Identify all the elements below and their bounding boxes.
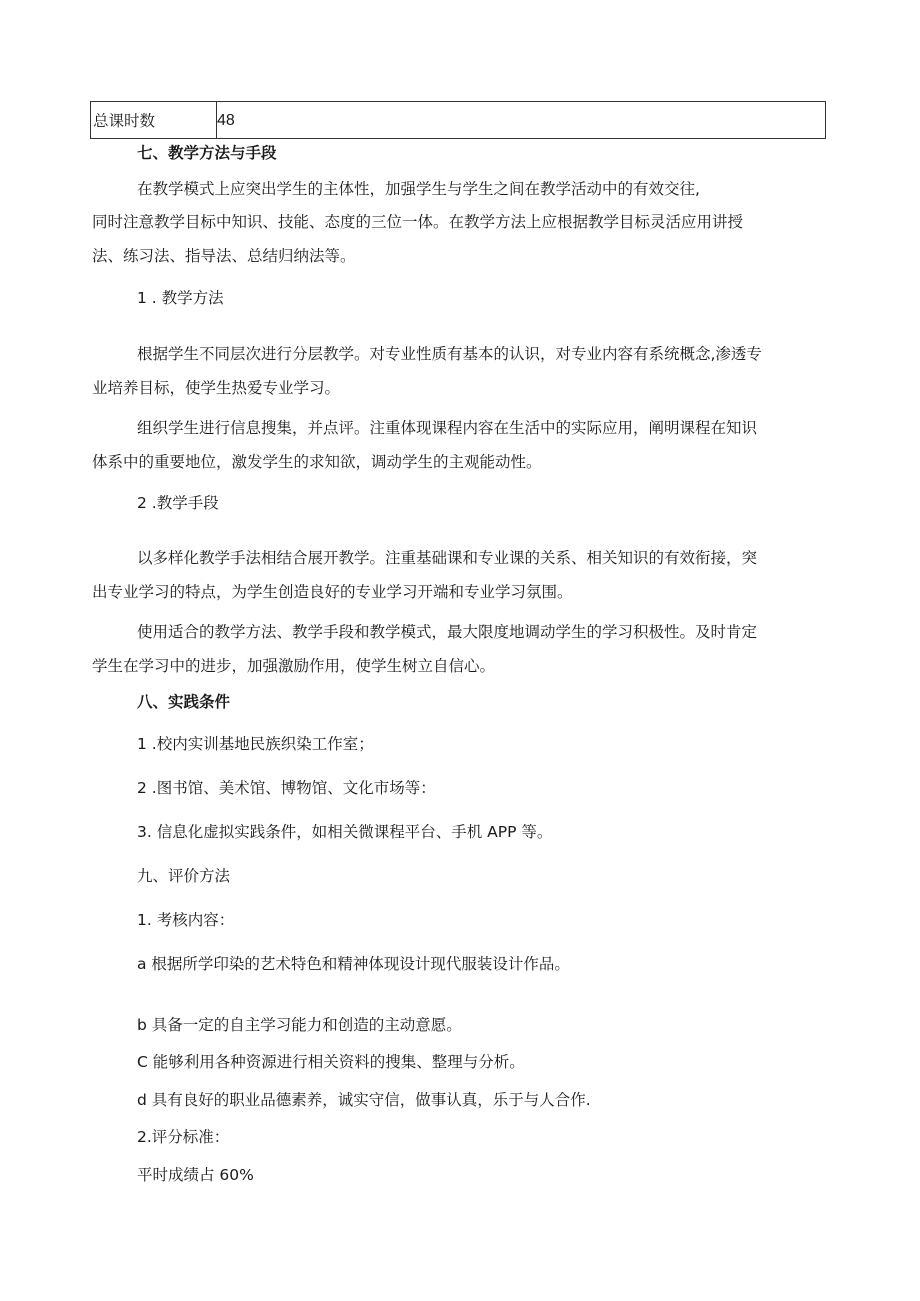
section7-intro-line2: 同时注意教学目标中知识、技能、态度的三位一体。在教学方法上应根据教学目标灵活应用讲授 <box>92 213 744 231</box>
section9-heading: 九、评价方法 <box>137 867 231 885</box>
section7-intro-line1: 在教学模式上应突出学生的主体性，加强学生与学生之间在教学活动中的有效交往, <box>137 180 700 198</box>
assessment-item-c: C 能够利用各种资源进行相关资料的搜集、整理与分析。 <box>137 1053 525 1071</box>
practice-item-1: 1 .校内实训基地民族织染工作室； <box>137 735 374 753</box>
means-p1-line1: 以多样化教学手法相结合展开教学。注重基础课和专业课的关系、相关知识的有效衔接，突 <box>137 549 758 567</box>
grading-standard-title: 2.评分标准： <box>137 1128 230 1146</box>
means-title: 2 .教学手段 <box>137 494 219 512</box>
means-p2-line2: 学生在学习中的进步，加强激励作用，使学生树立自信心。 <box>92 657 496 675</box>
grading-standard-item: 平时成绩占 60% <box>137 1166 254 1184</box>
method-title: 1 . 教学方法 <box>137 289 224 307</box>
class-hours-label: 总课时数 <box>91 102 217 138</box>
method-p2-line2: 体系中的重要地位，激发学生的求知欲，调动学生的主观能动性。 <box>92 453 542 471</box>
means-p2-line1: 使用适合的教学方法、教学手段和教学模式，最大限度地调动学生的学习积极性。及时肯定 <box>137 623 758 641</box>
method-p2-line1: 组织学生进行信息搜集，并点评。注重体现课程内容在生活中的实际应用，阐明课程在知识 <box>137 419 758 437</box>
practice-item-3: 3. 信息化虚拟实践条件，如相关微课程平台、手机 APP 等。 <box>137 823 553 841</box>
section7-heading: 七、教学方法与手段 <box>137 144 277 162</box>
section8-heading: 八、实践条件 <box>137 693 231 711</box>
method-p1-line1: 根据学生不同层次进行分层教学。对专业性质有基本的认识，对专业内容有系统概念,渗透专 <box>137 345 762 363</box>
assessment-item-a: a 根据所学印染的艺术特色和精神体现设计现代服装设计作品。 <box>137 955 570 973</box>
method-p1-line2: 业培养目标，使学生热爱专业学习。 <box>92 379 341 397</box>
class-hours-table <box>90 101 826 139</box>
means-p1-line2: 出专业学习的特点，为学生创造良好的专业学习开端和专业学习氛围。 <box>92 583 573 601</box>
assessment-content-title: 1. 考核内容： <box>137 911 235 929</box>
assessment-item-b: b 具备一定的自主学习能力和创造的主动意愿。 <box>137 1016 462 1034</box>
class-hours-value: 48 <box>217 112 235 129</box>
assessment-item-d: d 具有良好的职业品德素养，诚实守信，做事认真，乐于与人合作. <box>137 1091 591 1109</box>
practice-item-2: 2 .图书馆、美术馆、博物馆、文化市场等： <box>137 779 436 797</box>
section7-intro-line3: 法、练习法、指导法、总结归纳法等。 <box>92 247 356 265</box>
